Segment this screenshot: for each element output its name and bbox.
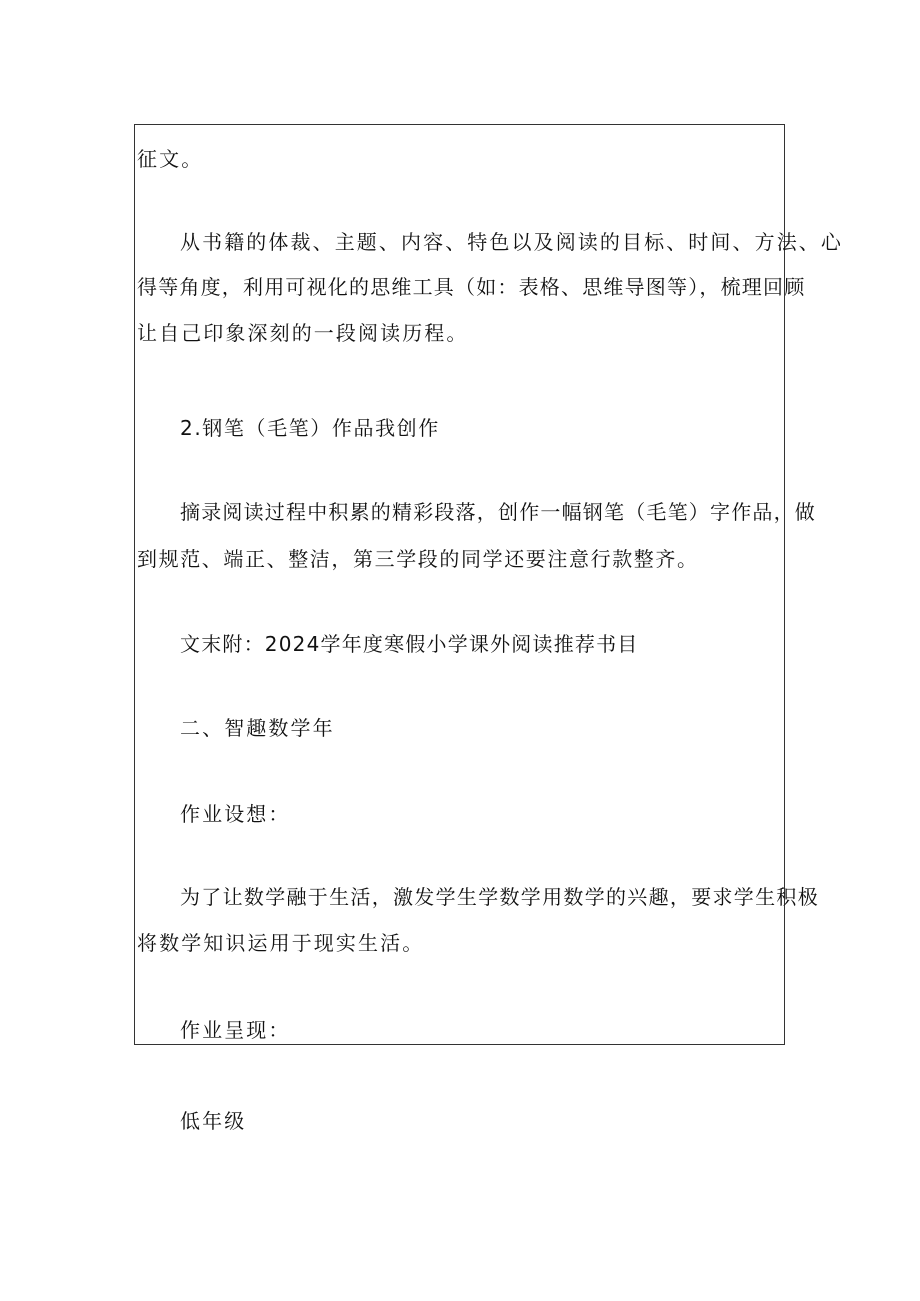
text-line: 到规范、端正、整洁，第三学段的同学还要注意行款整齐。 bbox=[137, 547, 699, 571]
text-line: 将数学知识运用于现实生活。 bbox=[137, 931, 425, 955]
text-line: 作业设想： bbox=[180, 802, 291, 826]
text-line: 得等角度，利用可视化的思维工具（如：表格、思维导图等），梳理回顾 bbox=[137, 275, 806, 299]
text-line: 作业呈现： bbox=[180, 1018, 291, 1042]
text-line: 低年级 bbox=[180, 1109, 247, 1133]
text-line: 让自己印象深刻的一段阅读历程。 bbox=[137, 321, 469, 345]
text-line: 为了让数学融于生活，激发学生学数学用数学的兴趣，要求学生积极 bbox=[180, 885, 819, 909]
section-heading: 二、智趣数学年 bbox=[180, 716, 335, 740]
text-line: 文末附：2024学年度寒假小学课外阅读推荐书目 bbox=[180, 632, 639, 656]
text-line: 摘录阅读过程中积累的精彩段落，创作一幅钢笔（毛笔）字作品，做 bbox=[180, 500, 816, 524]
text-line: 征文。 bbox=[137, 147, 204, 171]
section-heading: 2.钢笔（毛笔）作品我创作 bbox=[180, 416, 440, 440]
text-line: 从书籍的体裁、主题、内容、特色以及阅读的目标、时间、方法、心 bbox=[180, 230, 843, 254]
